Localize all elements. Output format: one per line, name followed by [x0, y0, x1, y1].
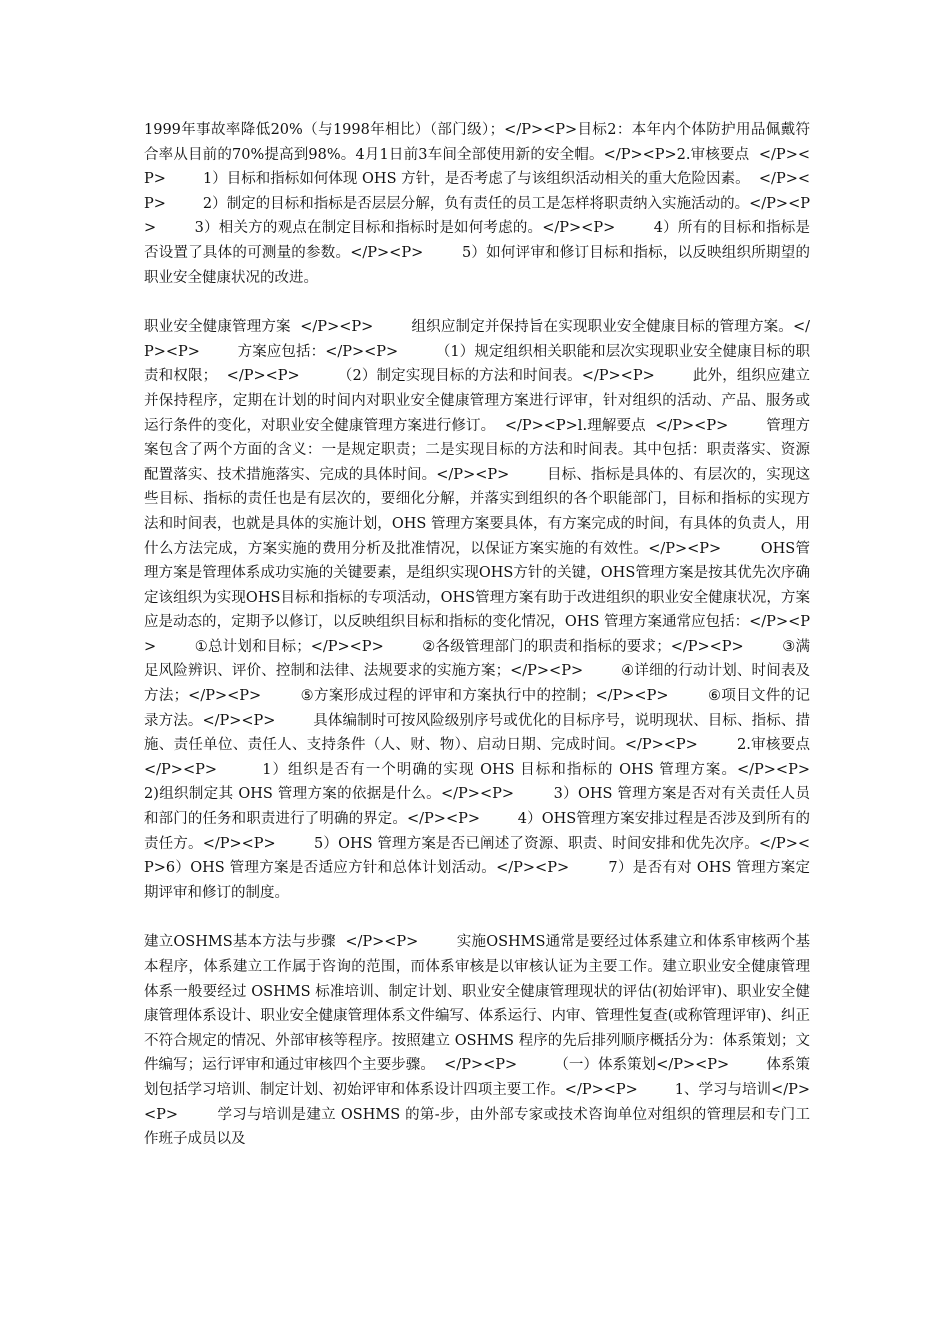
paragraph-objectives-review: 1999年事故率降低20%（与1998年相比）（部门级）；</P><P>目标2：本年内个体防护用品佩戴符合率从目前的70%提高到98%。4月1日前3车间全部使用新的安全帽。</P><P>2.审核要点 </P><P> 1）目标和指标如何体现 OHS 方针，是否考虑了与该组织活动相关的重大危险因素。 </P><P> 2）制定的目标和指标是否层层分解，负有责任的员工是怎样将职责纳入实施活动的。</P><P> 3）相关方的观点在制定目标和指标时是如何考虑的。</P><P> 4）所有的目标和指标是否设置了具体的可测量的参数。</P><P> 5）如何评审和修订目标和指标，以反映组织所期望的职业安全健康状况的改进。 [144, 122, 810, 286]
document-body [144, 118, 847, 1152]
paragraph-oshms-methods-steps: 建立OSHMS基本方法与步骤 </P><P> 实施OSHMS通常是要经过体系建立和体系审核两个基本程序，体系建立工作属于咨询的范围，而体系审核是以审核认证为主要工作。建立职业安全健康管理体系一般要经过 OSHMS 标准培训、制定计划、职业安全健康管理现状的评估(初始评审)、职业安全健康管理体系设计、职业安全健康管理体系文件编写、体系运行、内审、管理性复查(或称管理评审)、纠正不符合规定的情况、外部审核等程序。按照建立 OSHMS 程序的先后排列顺序概括分为：体系策划；文件编写；运行评审和通过审核四个主要步骤。 </P><P> （一）体系策划</P><P> 体系策划包括学习培训、制定计划、初始评审和体系设计四项主要工作。</P><P> 1、学习与培训</P><P> 学习与培训是建立 OSHMS 的第-步，由外部专家或技术咨询单位对组织的管理层和专门工作班子成员以及 [144, 934, 810, 1148]
paragraph-spacer [144, 290, 810, 315]
paragraph-spacer [144, 905, 810, 930]
paragraph-ohs-management-program: 职业安全健康管理方案 </P><P> 组织应制定并保持旨在实现职业安全健康目标的管理方案。</P><P> 方案应包括：</P><P> （1）规定组织相关职能和层次实现职业安全健康目标的职责和权限； </P><P> （2）制定实现目标的方法和时间表。</P><P> 此外，组织应建立并保持程序，定期在计划的时间内对职业安全健康管理方案进行评审，针对组织的活动、产品、服务或运行条件的变化，对职业安全健康管理方案进行修订。 </P><P>l.理解要点 </P><P> 管理方案包含了两个方面的含义：一是规定职责；二是实现目标的方法和时间表。其中包括：职责落实、资源配置落实、技术措施落实、完成的具体时间。</P><P> 目标、指标是具体的、有层次的，实现这些目标、指标的责任也是有层次的，要细化分解，并落实到组织的各个职能部门，目标和指标的实现方法和时间表，也就是具体的实施计划，OHS 管理方案要具体，有方案完成的时间，有具体的负责人，用什么方法完成，方案实施的费用分析及批准情况，以保证方案实施的有效性。</P><P> OHS管理方案是管理体系成功实施的关键要素，是组织实现OHS方针的关键，OHS管理方案是按其优先次序确定该组织为实现OHS目标和指标的专项活动，OHS管理方案有助于改进组织的职业安全健康状况，方案应是动态的，定期予以修订，以反映组织目标和指标的变化情况，OHS 管理方案通常应包括：</P><P> ①总计划和目标；</P><P> ②各级管理部门的职责和指标的要求；</P><P> ③满足风险辨识、评价、控制和法律、法规要求的实施方案；</P><P> ④详细的行动计划、时间表及方法；</P><P> ⑤方案形成过程的评审和方案执行中的控制；</P><P> ⑥项目文件的记录方法。</P><P> 具体编制时可按风险级别序号或优化的目标序号，说明现状、目标、指标、措施、责任单位、责任人、支持条件（人、财、物）、启动日期、完成时间。</P><P> 2.审核要点 </P><P> 1）组织是否有一个明确的实现 OHS 目标和指标的 OHS 管理方案。</P><P> 2)组织制定其 OHS 管理方案的依据是什么。</P><P> 3）OHS 管理方案是否对有关责任人员和部门的任务和职责进行了明确的界定。</P><P> 4）OHS管理方案安排过程是否涉及到所有的责任方。</P><P> 5）OHS 管理方案是否已阐述了资源、职责、时间安排和优先次序。</P><P>6）OHS 管理方案是否适应方针和总体计划活动。</P><P> 7）是否有对 OHS 管理方案定期评审和修订的制度。 [144, 319, 847, 901]
